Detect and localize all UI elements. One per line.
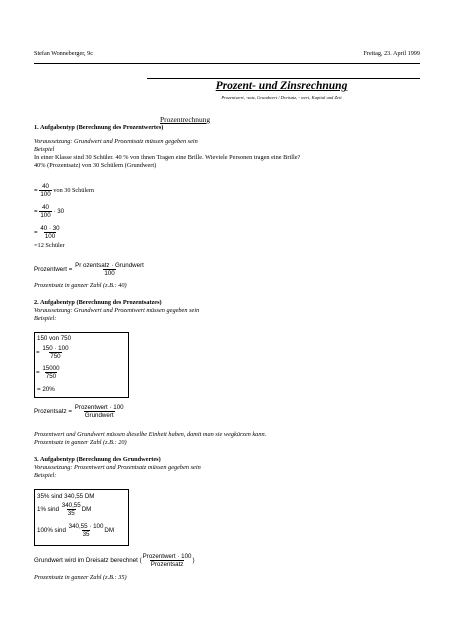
equals-sign: = [34, 208, 38, 216]
denominator: 35 [82, 531, 90, 538]
formula-close: ) [192, 557, 195, 565]
numerator: 40 [42, 183, 49, 190]
task3-formula [34, 553, 195, 568]
fraction [68, 523, 105, 538]
task1-formula [34, 262, 145, 277]
task1-premise: Voraussetzung: Grundwert und Prozentsatz müssen gegeben sein [34, 138, 198, 145]
denominator: 100 [44, 233, 56, 240]
header-date: Freitag, 23. April 1999 [363, 50, 420, 57]
denominator: 35 [67, 510, 75, 517]
task1-example-text: In einer Klasse sind 30 Schüler. 40 % von ihnen Tragen eine Brille. Wieviele Personen tragen eine Brille? [34, 154, 301, 161]
fraction [39, 225, 60, 240]
header-author: Stefan Wonneberger, 9c [34, 50, 93, 57]
task1-heading: 1. Aufgabentyp (Berechnung des Prozentwertes) [34, 124, 164, 131]
numerator: 40 · 30 [40, 225, 60, 232]
equals-sign: = [34, 187, 38, 195]
task2-result: = 20% [37, 386, 55, 393]
task2-note2: Prozentsatz in ganzer Zahl (z.B.: 20) [34, 439, 127, 446]
task2-formula [34, 404, 125, 419]
section-heading: Prozentrechnung [160, 115, 211, 124]
task3-example-label: Beispiel: [34, 472, 57, 479]
denominator: 100 [104, 270, 115, 277]
header-rule [34, 63, 420, 64]
numerator: 340,55 · 100 [68, 523, 104, 530]
task1-note: Prozentsatz in ganzer Zahl (z.B.: 40) [34, 282, 127, 289]
fraction [41, 365, 60, 380]
denominator: Prozentsatz [150, 561, 184, 568]
numerator: Prozentwert · 100 [74, 404, 124, 411]
fraction [74, 262, 145, 277]
equals-sign: = [34, 229, 38, 237]
fraction [142, 553, 193, 568]
task2-heading: 2. Aufgabentyp (Berechnung des Prozentsatzes) [34, 299, 162, 306]
fraction [74, 404, 125, 419]
formula-label: Prozentwert = [34, 266, 73, 274]
task1-step1 [34, 183, 94, 198]
step1-suffix: von 30 Schülern [53, 187, 94, 195]
unit: DM [81, 506, 92, 514]
task3-row2 [37, 502, 91, 517]
task1-result: =12 Schüler [34, 242, 65, 249]
task1-step2 [34, 204, 64, 219]
denominator: Grundwert [84, 412, 114, 419]
task3-heading: 3. Aufgabentyp (Berechnung des Grundwertes) [34, 456, 161, 463]
task1-example-label: Beispiel [34, 146, 55, 153]
task2-step2 [36, 365, 61, 380]
row-label: 100% sind [37, 527, 66, 535]
numerator: Prozentwert · 100 [142, 553, 192, 560]
numerator: 40 [42, 204, 49, 211]
numerator: 340,55 [61, 502, 81, 509]
denominator: 750 [45, 373, 57, 380]
task1-given: 40% (Prozentsatz) von 30 Schülern (Grundwert) [34, 162, 157, 169]
denominator: 750 [50, 353, 61, 360]
row-label: 1% sind [37, 506, 60, 514]
denominator: 100 [40, 212, 51, 219]
formula-label: Prozentsatz = [34, 408, 73, 416]
equals-sign: = [36, 349, 40, 357]
page-subtitle: Prozentwert, -satz, Grundwert / Dreisatz, - wert, Kapital und Zeit [221, 95, 342, 100]
unit: DM [104, 527, 115, 535]
task2-step1 [36, 345, 70, 360]
equals-sign: = [36, 369, 40, 377]
fraction [41, 345, 69, 360]
task2-note1: Prozentwert und Grundwert müssen dieselbe Einheit haben, damit man sie wegkürzen kann. [34, 431, 267, 438]
task3-box-line1: 35% sind 340,55 DM [37, 493, 95, 500]
task3-premise: Voraussetzung: Prozentwert und Prozentsatz müssen gegeben sein [34, 464, 201, 471]
formula-label: Grundwert wird im Dreisatz berechnet ( [34, 557, 142, 565]
task2-example-box [34, 332, 129, 398]
task2-example-label: Beispiel: [34, 315, 57, 322]
fraction [61, 502, 82, 517]
denominator: 100 [40, 191, 51, 198]
task1-step3 [34, 225, 61, 240]
step2-suffix: · 30 [53, 208, 65, 216]
fraction [39, 204, 51, 219]
task3-example-box [34, 489, 129, 546]
title-rule [147, 78, 420, 79]
task3-row3 [37, 523, 114, 538]
task2-box-line1: 150 von 750 [37, 335, 72, 342]
task2-premise: Voraussetzung: Grundwert und Prozentwert müssen gegeben sein [34, 307, 200, 314]
page-title: Prozent- und Zinsrechnung [215, 80, 348, 92]
numerator: Pr ozentsatz · Grundwert [75, 262, 144, 269]
numerator: 150 · 100 [42, 345, 69, 352]
fraction [39, 183, 51, 198]
task3-note: Prozentsatz in ganzer Zahl (z.B.: 35) [34, 574, 127, 581]
numerator: 15000 [42, 365, 60, 372]
